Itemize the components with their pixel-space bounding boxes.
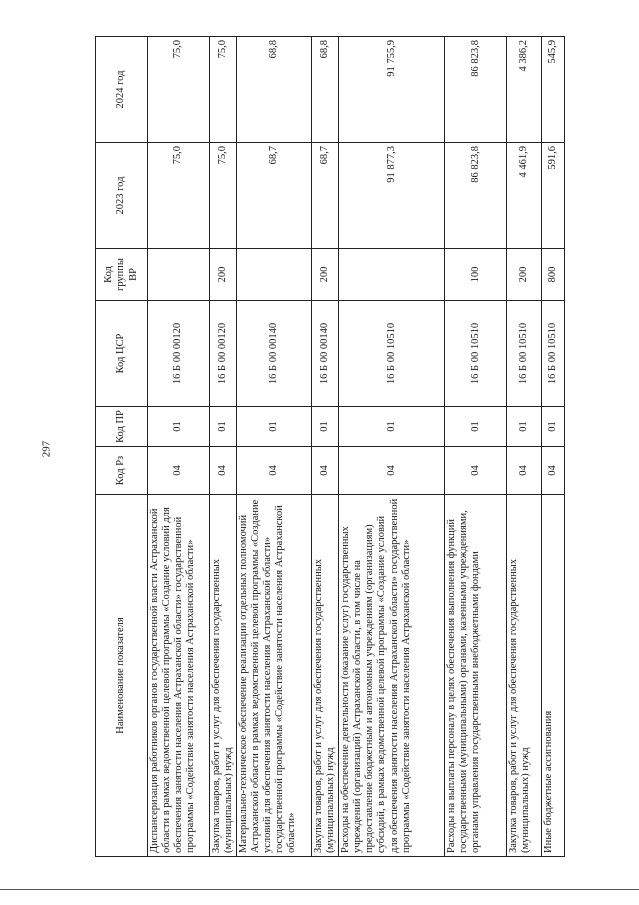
row-2023: 4 461,9 — [507, 143, 542, 249]
row-vr — [339, 249, 445, 301]
row-csr: 16 Б 00 10510 — [339, 301, 445, 407]
row-pr: 01 — [445, 407, 507, 447]
header-pr: Код ПР — [96, 407, 148, 447]
row-2024: 68,8 — [237, 37, 312, 143]
row-vr: 800 — [542, 249, 565, 301]
row-name: Расходы на обеспечение деятельности (оказание услуг) государственных учреждений (организаций) Астраханской области, в том числе на предоставление бюджетным и автономным учреждениям (организациям) субсидий, в рамках ведомственной целевой программы «Создание условий для обеспечения занятости населения Астраханской области» государственной программы «Содействие занятости населения Астраханской области» — [339, 495, 445, 857]
row-rz: 04 — [542, 447, 565, 495]
row-pr: 01 — [210, 407, 237, 447]
row-csr: 16 Б 00 00140 — [312, 301, 339, 407]
row-rz: 04 — [312, 447, 339, 495]
row-csr: 16 Б 00 10510 — [507, 301, 542, 407]
header-rz: Код Рз — [96, 447, 148, 495]
table-row — [210, 37, 237, 857]
row-2024: 75,0 — [210, 37, 237, 143]
row-vr: 200 — [210, 249, 237, 301]
row-vr — [237, 249, 312, 301]
table-header-row — [96, 37, 148, 857]
row-vr: 200 — [507, 249, 542, 301]
row-name: Иные бюджетные ассигнования — [542, 495, 565, 857]
row-name: Диспансеризация работников органов государственной власти Астраханской области в рамках ведомственной целевой программы «Создание условий для обеспечения занятости населения Астраханской области» государственной программы «Содействие занятости населения Астраханской области» — [148, 495, 210, 857]
row-2023: 75,0 — [210, 143, 237, 249]
row-pr: 01 — [148, 407, 210, 447]
row-vr — [148, 249, 210, 301]
page-bottom-rule — [0, 889, 639, 890]
row-name: Расходы на выплаты персоналу в целях обеспечения выполнения функций государственными (муниципальными) органами, казенными учреждениями, органами управления государственными внебюджетными фондами — [445, 495, 507, 857]
row-2023: 75,0 — [148, 143, 210, 249]
row-2024: 75,0 — [148, 37, 210, 143]
row-pr: 01 — [507, 407, 542, 447]
row-csr: 16 Б 00 10510 — [542, 301, 565, 407]
row-csr: 16 Б 00 00120 — [148, 301, 210, 407]
header-2024: 2024 год — [96, 37, 148, 143]
row-rz: 04 — [237, 447, 312, 495]
row-pr: 01 — [312, 407, 339, 447]
row-name: Материально-техническое обеспечение реализации отдельных полномочий Астраханской области в рамках ведомственной целевой программы «Создание условий для обеспечения занятости населения Астраханской области» государственной программы «Содействие занятости населения Астраханской области» — [237, 495, 312, 857]
header-csr: Код ЦСР — [96, 301, 148, 407]
row-pr: 01 — [542, 407, 565, 447]
row-2024: 86 823,8 — [445, 37, 507, 143]
row-rz: 04 — [445, 447, 507, 495]
header-name: Наименование показателя — [96, 495, 148, 857]
row-name: Закупка товаров, работ и услуг для обеспечения государственных (муниципальных) нужд — [210, 495, 237, 857]
table-row — [339, 37, 445, 857]
table-row — [542, 37, 565, 857]
row-2024: 545,9 — [542, 37, 565, 143]
row-rz: 04 — [339, 447, 445, 495]
row-name: Закупка товаров, работ и услуг для обеспечения государственных (муниципальных) нужд — [312, 495, 339, 857]
table-row — [312, 37, 339, 857]
row-csr: 16 Б 00 00140 — [237, 301, 312, 407]
row-2023: 68,7 — [237, 143, 312, 249]
row-2023: 591,6 — [542, 143, 565, 249]
row-2024: 4 386,2 — [507, 37, 542, 143]
row-2023: 86 823,8 — [445, 143, 507, 249]
row-pr: 01 — [237, 407, 312, 447]
row-csr: 16 Б 00 10510 — [445, 301, 507, 407]
row-2024: 91 755,9 — [339, 37, 445, 143]
row-rz: 04 — [148, 447, 210, 495]
rotated-table-container — [95, 37, 558, 857]
row-csr: 16 Б 00 00120 — [210, 301, 237, 407]
table-row — [148, 37, 210, 857]
row-2024: 68,8 — [312, 37, 339, 143]
row-vr: 100 — [445, 249, 507, 301]
row-2023: 91 877,3 — [339, 143, 445, 249]
row-2023: 68,7 — [312, 143, 339, 249]
row-rz: 04 — [210, 447, 237, 495]
row-vr: 200 — [312, 249, 339, 301]
header-2023: 2023 год — [96, 143, 148, 249]
row-rz: 04 — [507, 447, 542, 495]
budget-table — [95, 36, 565, 857]
page-number: 297 — [40, 440, 53, 458]
row-pr: 01 — [339, 407, 445, 447]
table-row — [237, 37, 312, 857]
header-vr: Код группы ВР — [96, 249, 148, 301]
table-row — [507, 37, 542, 857]
row-name: Закупка товаров, работ и услуг для обеспечения государственных (муниципальных) нужд — [507, 495, 542, 857]
table-row — [445, 37, 507, 857]
